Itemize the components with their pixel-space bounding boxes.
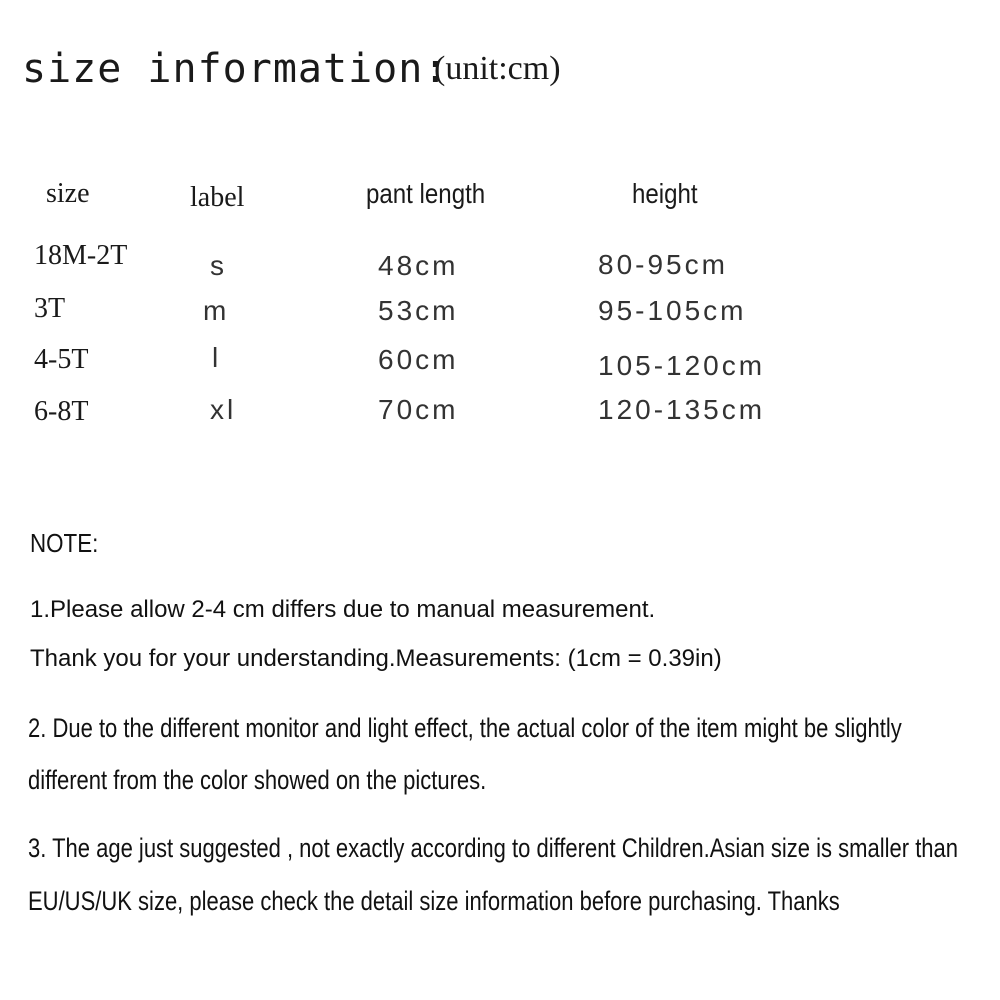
note-1-line-1: 1.Please allow 2-4 cm differs due to manual measurement. bbox=[30, 596, 656, 623]
cell-pant-length-2: 53cm bbox=[378, 295, 459, 326]
cell-height-4: 120-135cm bbox=[598, 394, 766, 425]
unit-label: (unit:cm) bbox=[434, 50, 561, 87]
note-heading: NOTE: bbox=[30, 528, 99, 558]
cell-pant-length-1: 48cm bbox=[378, 250, 459, 281]
header-size: size bbox=[46, 178, 90, 209]
page-title: size information: bbox=[22, 46, 449, 92]
cell-size-2: 3T bbox=[34, 293, 66, 324]
cell-size-1: 18M-2T bbox=[34, 240, 128, 271]
cell-height-2: 95-105cm bbox=[598, 295, 747, 326]
header-pant-length: pant length bbox=[366, 178, 486, 209]
header-label: label bbox=[190, 182, 245, 213]
cell-label-3: l bbox=[212, 342, 222, 373]
cell-size-3: 4-5T bbox=[34, 344, 89, 375]
note-3-line-2: EU/US/UK size, please check the detail size information before purchasing. Thanks bbox=[28, 886, 840, 916]
header-height: height bbox=[632, 178, 698, 209]
cell-label-4: xl bbox=[210, 394, 237, 425]
note-2-line-1: 2. Due to the different monitor and light effect, the actual color of the item might be slightly bbox=[28, 713, 902, 743]
cell-pant-length-3: 60cm bbox=[378, 344, 459, 375]
note-3-line-1: 3. The age just suggested , not exactly according to different Children.Asian size is smaller than bbox=[28, 833, 959, 863]
cell-height-3: 105-120cm bbox=[598, 350, 766, 381]
cell-height-1: 80-95cm bbox=[598, 249, 728, 280]
note-1-line-2: Thank you for your understanding.Measurements: (1cm = 0.39in) bbox=[30, 645, 722, 672]
cell-pant-length-4: 70cm bbox=[378, 394, 459, 425]
note-2-line-2: different from the color showed on the pictures. bbox=[28, 765, 487, 795]
cell-label-2: m bbox=[203, 295, 230, 326]
cell-size-4: 6-8T bbox=[34, 396, 89, 427]
cell-label-1: s bbox=[210, 250, 227, 281]
